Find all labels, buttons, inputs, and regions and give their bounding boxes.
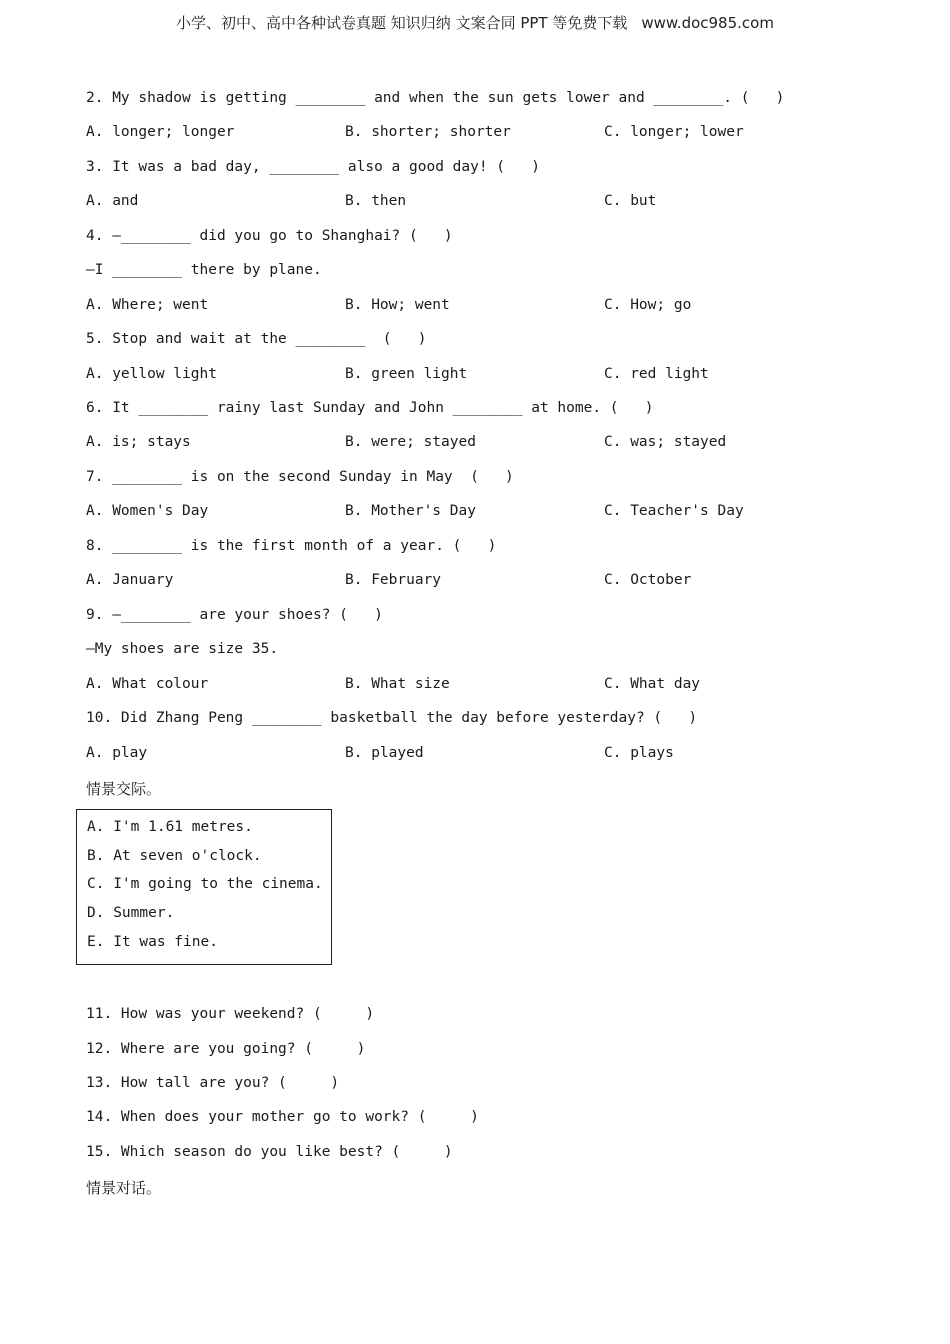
q7-option-a: A. Women's Day bbox=[86, 503, 209, 519]
q6-option-b: B. were; stayed bbox=[345, 434, 476, 450]
q3-option-b: B. then bbox=[345, 193, 407, 209]
q8-option-a: A. January bbox=[86, 572, 174, 588]
q3-option-a: A. and bbox=[86, 193, 139, 209]
question-2: 2. My shadow is getting ________ and when the sun gets lower and ________. ( ) bbox=[86, 90, 785, 106]
q5-option-a: A. yellow light bbox=[86, 366, 217, 382]
q9-option-a: A. What colour bbox=[86, 676, 209, 692]
page-header bbox=[0, 12, 950, 33]
question-6: 6. It ________ rainy last Sunday and John ________ at home. ( ) bbox=[86, 400, 654, 416]
question-8: 8. ________ is the first month of a year. ( ) bbox=[86, 538, 497, 554]
q9-option-b: B. What size bbox=[345, 676, 450, 692]
box-option-c: C. I'm going to the cinema. bbox=[87, 876, 323, 892]
q7-option-b: B. Mother's Day bbox=[345, 503, 476, 519]
q2-option-a: A. longer; longer bbox=[86, 124, 235, 140]
question-11: 11. How was your weekend? ( ) bbox=[86, 1006, 375, 1022]
box-option-b: B. At seven o'clock. bbox=[87, 848, 262, 864]
header-site: www.doc985.com bbox=[641, 14, 774, 32]
q10-option-c: C. plays bbox=[604, 745, 674, 761]
question-3: 3. It was a bad day, ________ also a good day! ( ) bbox=[86, 159, 540, 175]
q4-option-b: B. How; went bbox=[345, 297, 450, 313]
question-10: 10. Did Zhang Peng ________ basketball the day before yesterday? ( ) bbox=[86, 710, 698, 726]
q5-option-b: B. green light bbox=[345, 366, 468, 382]
question-15: 15. Which season do you like best? ( ) bbox=[86, 1144, 453, 1160]
question-13: 13. How tall are you? ( ) bbox=[86, 1075, 340, 1091]
answer-options-box bbox=[76, 809, 332, 965]
q8-option-b: B. February bbox=[345, 572, 442, 588]
section-heading-dialogue: 情景对话。 bbox=[86, 1179, 162, 1197]
question-12: 12. Where are you going? ( ) bbox=[86, 1041, 366, 1057]
question-7: 7. ________ is on the second Sunday in May ( ) bbox=[86, 469, 514, 485]
question-9: 9. —________ are your shoes? ( ) bbox=[86, 607, 383, 623]
q10-option-a: A. play bbox=[86, 745, 148, 761]
q2-option-b: B. shorter; shorter bbox=[345, 124, 511, 140]
q9-option-c: C. What day bbox=[604, 676, 701, 692]
q5-option-c: C. red light bbox=[604, 366, 709, 382]
question-14: 14. When does your mother go to work? ( ) bbox=[86, 1109, 479, 1125]
question-9-reply: —My shoes are size 35. bbox=[86, 641, 279, 657]
q2-option-c: C. longer; lower bbox=[604, 124, 744, 140]
q10-option-b: B. played bbox=[345, 745, 424, 761]
question-5: 5. Stop and wait at the ________ ( ) bbox=[86, 331, 427, 347]
q8-option-c: C. October bbox=[604, 572, 692, 588]
box-option-e: E. It was fine. bbox=[87, 934, 218, 950]
question-4: 4. —________ did you go to Shanghai? ( ) bbox=[86, 228, 453, 244]
box-option-a: A. I'm 1.61 metres. bbox=[87, 819, 253, 835]
q6-option-a: A. is; stays bbox=[86, 434, 191, 450]
q7-option-c: C. Teacher's Day bbox=[604, 503, 744, 519]
q4-option-c: C. How; go bbox=[604, 297, 692, 313]
header-title: 小学、初中、高中各种试卷真题 知识归纳 文案合同 PPT 等免费下载 bbox=[176, 14, 628, 32]
box-option-d: D. Summer. bbox=[87, 905, 175, 921]
q3-option-c: C. but bbox=[604, 193, 657, 209]
q4-option-a: A. Where; went bbox=[86, 297, 209, 313]
q6-option-c: C. was; stayed bbox=[604, 434, 727, 450]
section-heading-situational: 情景交际。 bbox=[86, 780, 162, 798]
question-4-reply: —I ________ there by plane. bbox=[86, 262, 322, 278]
